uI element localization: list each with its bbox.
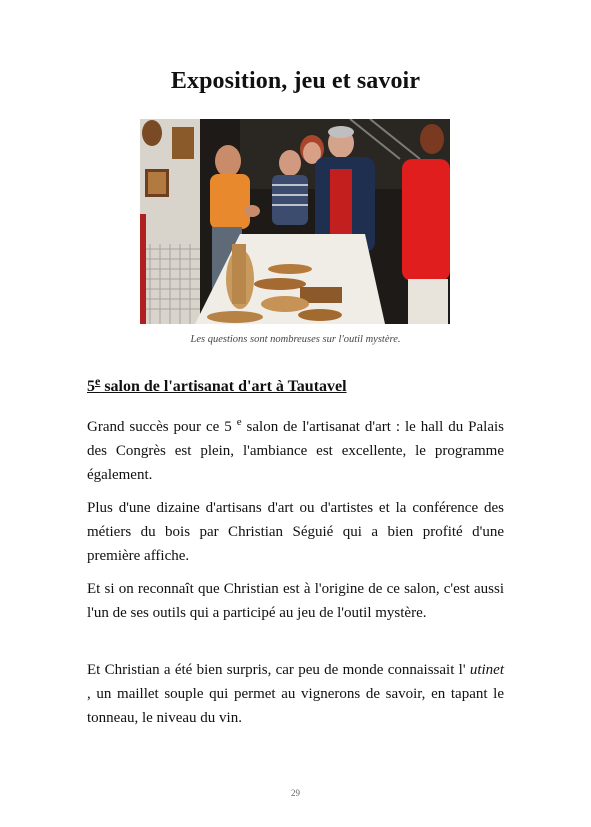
paragraph-1-start: Grand succès pour ce 5: [87, 419, 237, 435]
paragraph-3: Et si on reconnaît que Christian est à l'origine de ce salon, c'est aussi l'un de ses outils qui a participé au jeu de l'outil mystère.: [87, 581, 504, 621]
paragraph-4-term: utinet: [469, 662, 504, 678]
section-heading: [87, 374, 347, 396]
exhibition-photo: [140, 119, 450, 324]
paragraph-4-start: Et Christian a été bien surpris, car peu de monde connaissait l': [87, 662, 470, 678]
paragraph-1-superscript: e: [236, 416, 242, 428]
paragraph-4-rest: , un maillet souple qui permet au vignerons de savoir, en tapant le tonneau, le niveau du vin.: [87, 686, 504, 726]
heading-text: salon de l'artisanat d'art à Tautavel: [100, 378, 347, 395]
paragraph-1-rest: salon de l'artisanat d'art : le hall du Palais des Congrès est plein, l'ambiance est excellente, le programme également.: [87, 419, 504, 483]
heading-superscript: e: [95, 374, 101, 388]
page-title: Exposition, jeu et savoir: [170, 68, 421, 94]
heading-number: 5: [87, 378, 95, 395]
exhibition-photo-illustration: [140, 119, 450, 324]
page-number: 29: [291, 788, 300, 798]
paragraph-4: [87, 658, 504, 730]
paragraph-2: Plus d'une dizaine d'artisans d'art ou d'artistes et la conférence des métiers du bois par Christian Séguié qui a bien profité d'une première affiche.: [87, 500, 504, 564]
photo-caption: Les questions sont nombreuses sur l'outil mystère.: [190, 334, 401, 345]
paragraph-1: [87, 415, 504, 487]
